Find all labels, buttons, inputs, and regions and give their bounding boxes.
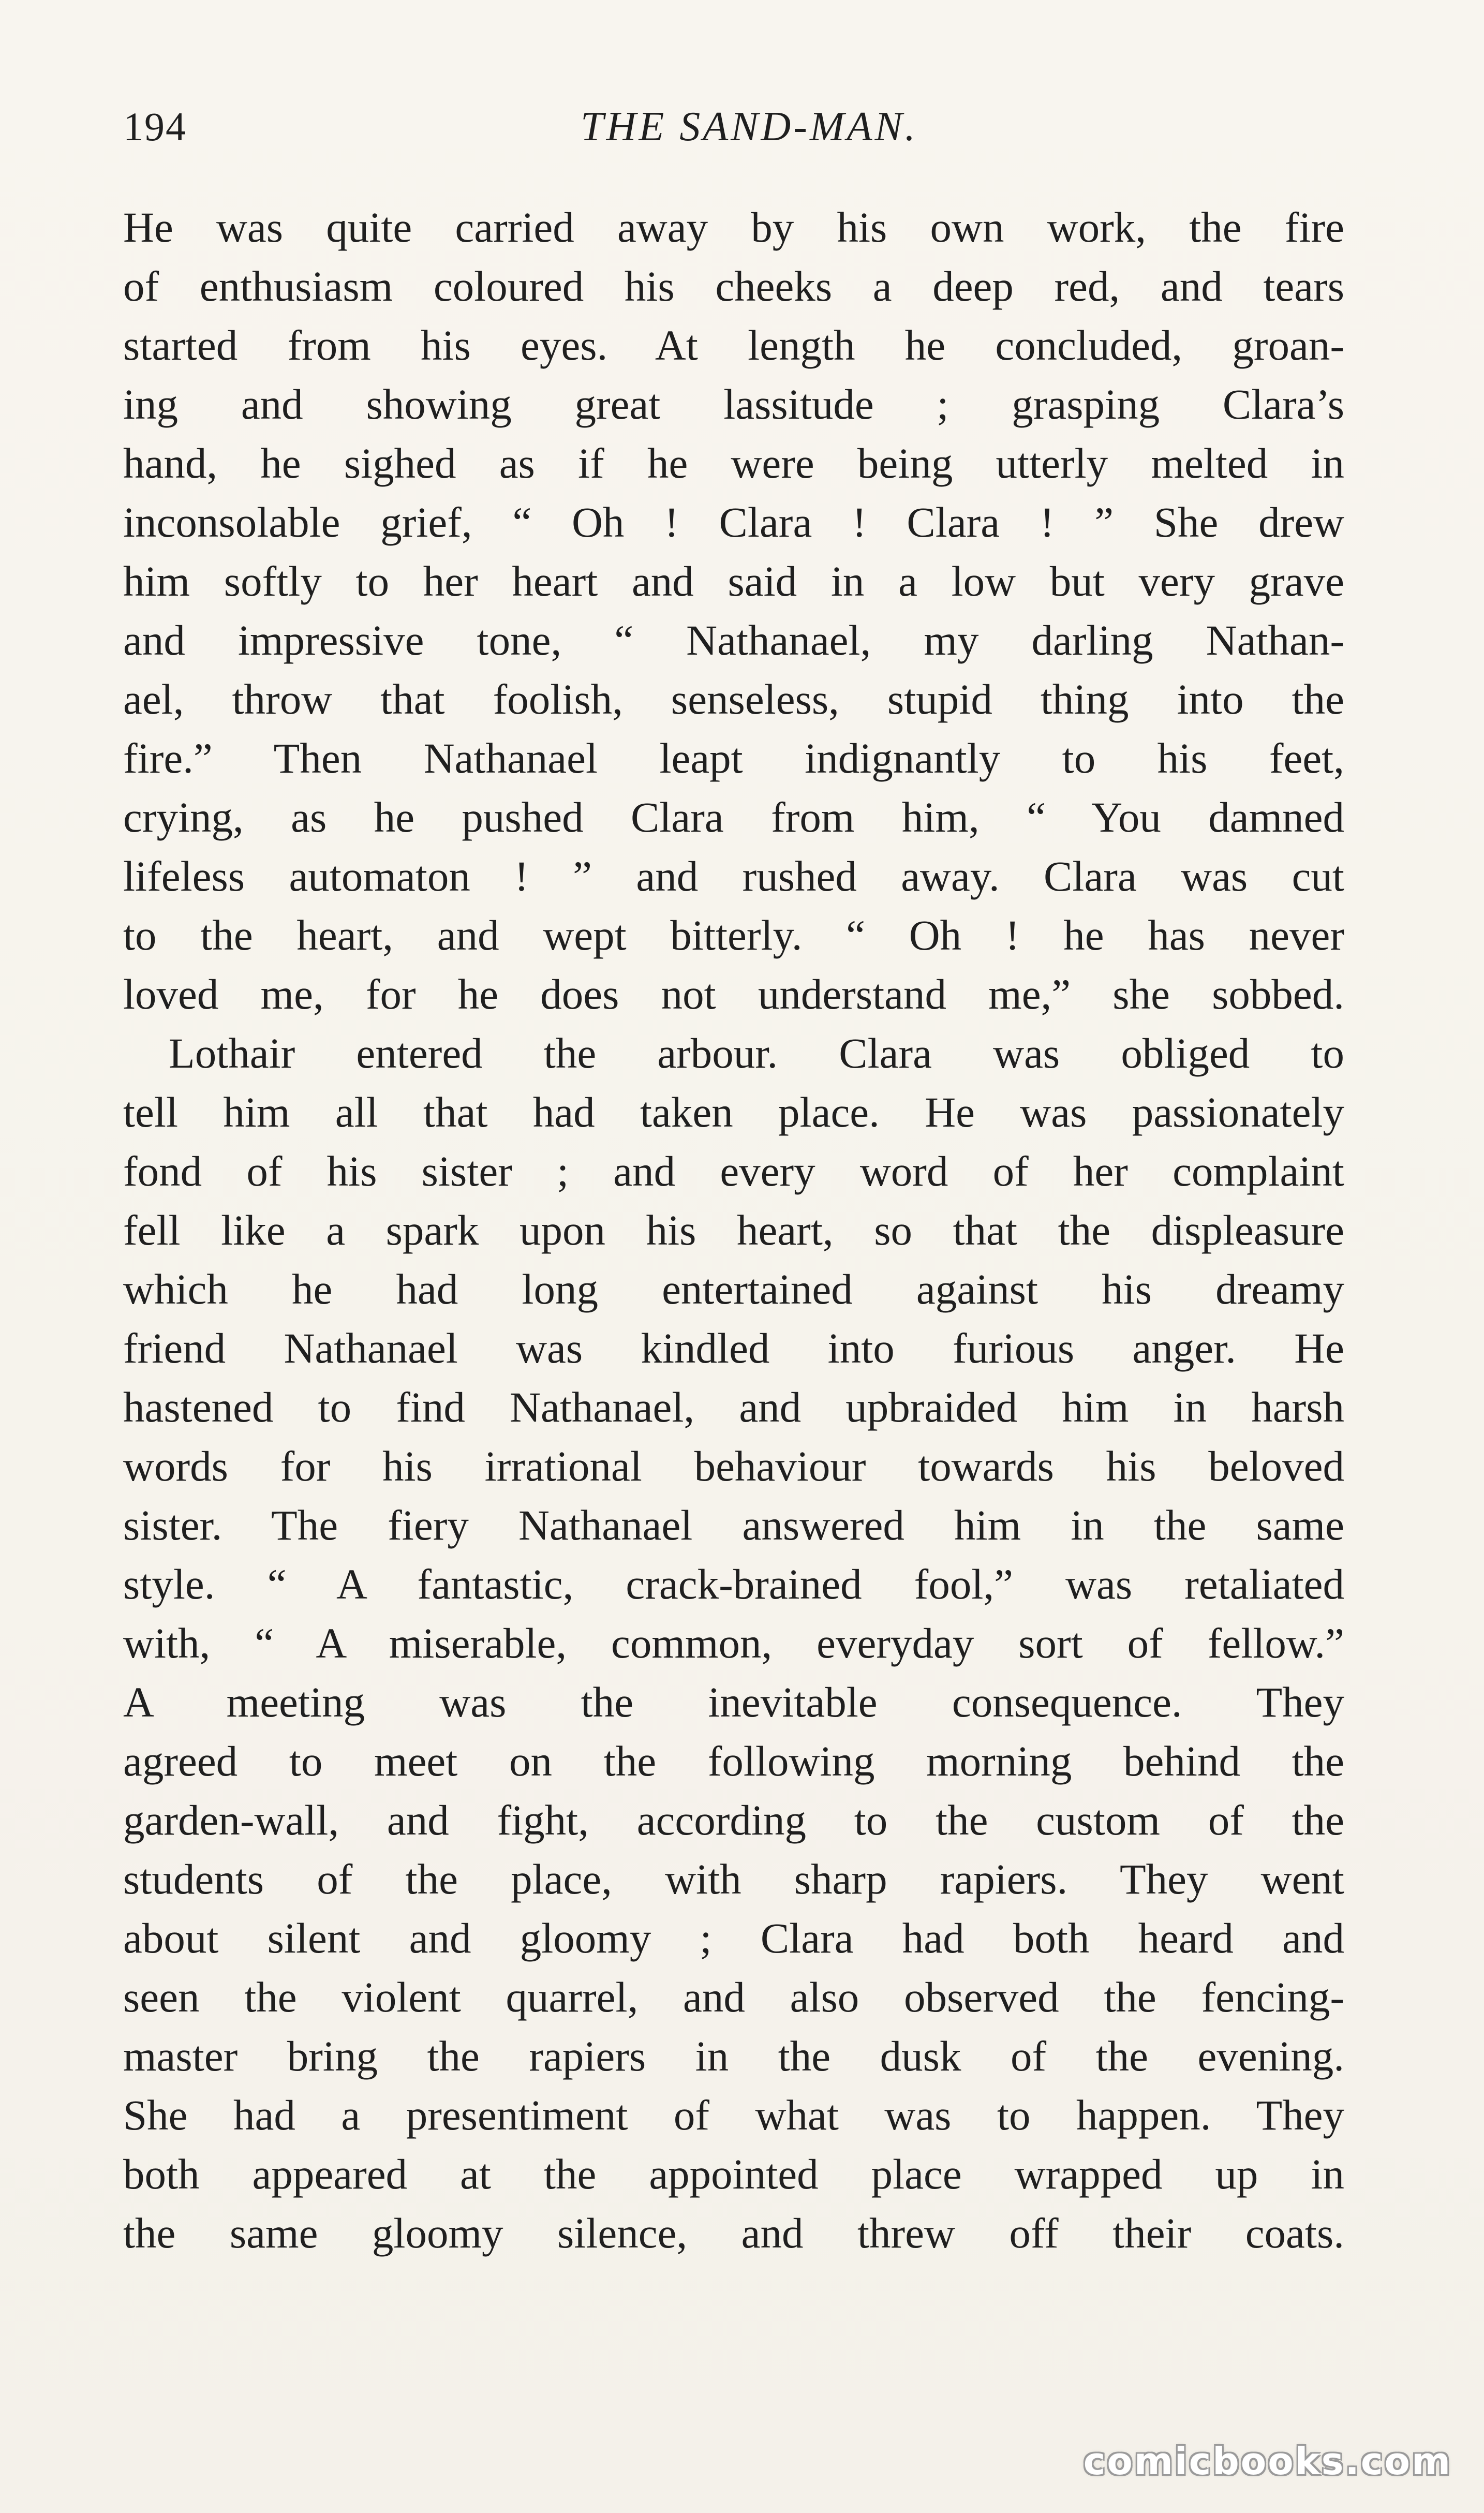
text-line: both appeared at the appointed place wrapped up in (123, 2150, 1344, 2198)
text-line: ing and showing great lassitude ; grasping Clara’s (123, 380, 1344, 428)
text-line: fire.” Then Nathanael leapt indignantly to his feet, (123, 734, 1344, 782)
text-line: words for his irrational behaviour towards his beloved (123, 1442, 1344, 1490)
text-line: lifeless automaton ! ” and rushed away. Clara was cut (123, 852, 1344, 900)
text-line: ael, throw that foolish, senseless, stupid thing into the (123, 675, 1344, 723)
text-line: seen the violent quarrel, and also observed the fencing- (123, 1973, 1344, 2021)
text-line: fell like a spark upon his heart, so that the displeasure (123, 1206, 1344, 1254)
text-line: hand, he sighed as if he were being utterly melted in (123, 439, 1344, 487)
running-title: THE SAND-MAN. (581, 104, 918, 150)
body-text (123, 198, 1344, 2263)
text-line: Lothair entered the arbour. Clara was obliged to (169, 1029, 1344, 1077)
text-line: tell him all that had taken place. He was passionately (123, 1088, 1344, 1136)
text-line: style. “ A fantastic, crack-brained fool,” was retaliated (123, 1560, 1344, 1608)
text-line: which he had long entertained against his dreamy (123, 1265, 1344, 1313)
text-line: He was quite carried away by his own work, the fire (123, 203, 1344, 251)
page-header (123, 98, 1344, 155)
text-line: started from his eyes. At length he concluded, groan- (123, 321, 1344, 369)
text-line: master bring the rapiers in the dusk of the evening. (123, 2032, 1344, 2080)
text-line: fond of his sister ; and every word of her complaint (123, 1147, 1344, 1195)
text-line: of enthusiasm coloured his cheeks a deep red, and tears (123, 262, 1344, 310)
text-line: and impressive tone, “ Nathanael, my darling Nathan- (123, 616, 1344, 664)
text-line: the same gloomy silence, and threw off their coats. (123, 2209, 1344, 2257)
text-line: sister. The fiery Nathanael answered him in the same (123, 1501, 1344, 1549)
text-line: crying, as he pushed Clara from him, “ You damned (123, 793, 1344, 841)
text-line: agreed to meet on the following morning behind the (123, 1737, 1344, 1785)
text-line: inconsolable grief, “ Oh ! Clara ! Clara ! ” She drew (123, 498, 1344, 546)
text-line: loved me, for he does not understand me,” she sobbed. (123, 970, 1344, 1018)
page-number: 194 (123, 104, 187, 149)
text-line: A meeting was the inevitable consequence. They (123, 1678, 1344, 1726)
text-line: friend Nathanael was kindled into furious anger. He (123, 1324, 1344, 1372)
watermark: comicbooks.com (1083, 2440, 1452, 2483)
text-line: to the heart, and wept bitterly. “ Oh ! he has never (123, 911, 1344, 959)
text-line: about silent and gloomy ; Clara had both heard and (123, 1914, 1344, 1962)
text-line: She had a presentiment of what was to happen. They (123, 2091, 1344, 2139)
text-line: students of the place, with sharp rapiers. They went (123, 1855, 1344, 1903)
text-line: hastened to find Nathanael, and upbraided him in harsh (123, 1383, 1344, 1431)
text-line: with, “ A miserable, common, everyday sort of fellow.” (123, 1619, 1344, 1667)
text-line: garden-wall, and fight, according to the custom of the (123, 1796, 1344, 1844)
text-line: him softly to her heart and said in a low but very grave (123, 557, 1344, 605)
